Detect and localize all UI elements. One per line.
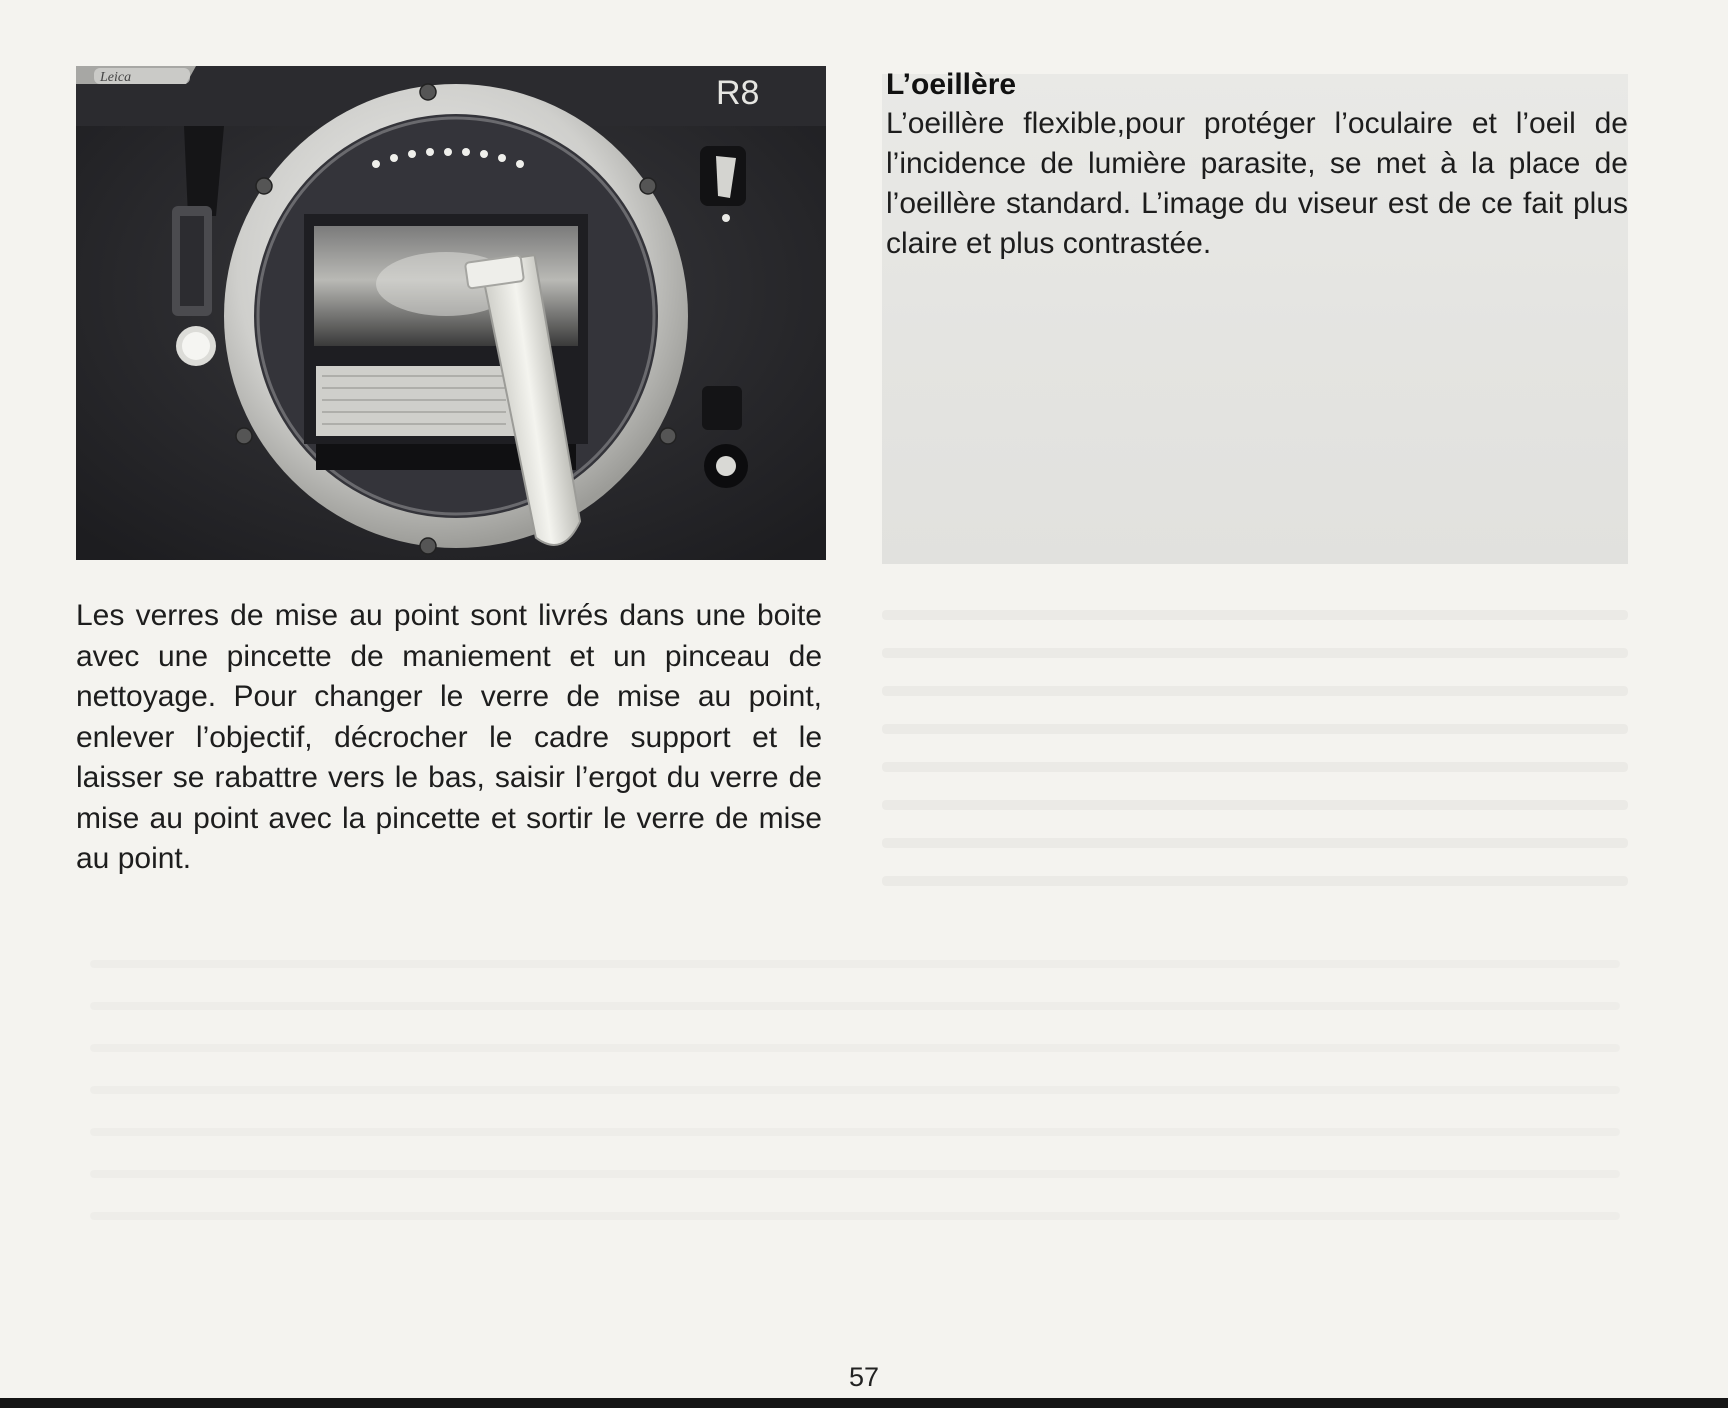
eyecup-paragraph: L’oeillère flexible,pour protéger l’oculaire et l’oeil de l’incidence de lumière parasite, se met à la place de l’oeillère standard. L’image du viseur est de ce fait plus claire et plus contrastée. [886, 107, 1628, 260]
show-through-shadow-lower [90, 960, 1620, 1254]
model-label: R8 [716, 74, 760, 112]
eyecup-section [886, 66, 1628, 264]
camera-mount-illustration [76, 66, 826, 560]
show-through-shadow [882, 610, 1628, 914]
focusing-screen-section [76, 596, 822, 880]
scan-edge [0, 1398, 1728, 1408]
eyecup-title: L’oeillère [886, 68, 1017, 101]
focusing-screen-paragraph: Les verres de mise au point sont livrés dans une boite avec une pincette de maniement et un pinceau de nettoyage. Pour changer le verre de mise au point, enlever l’objectif, décrocher le cadre support et le laisser se rabattre vers le bas, saisir l’ergot du verre de mise au point avec la pincette et sortir le verre de mise au point. [76, 599, 822, 875]
brand-mark: Leica [100, 70, 132, 85]
page-number: 57 [848, 1362, 880, 1392]
camera-photo [76, 66, 826, 560]
